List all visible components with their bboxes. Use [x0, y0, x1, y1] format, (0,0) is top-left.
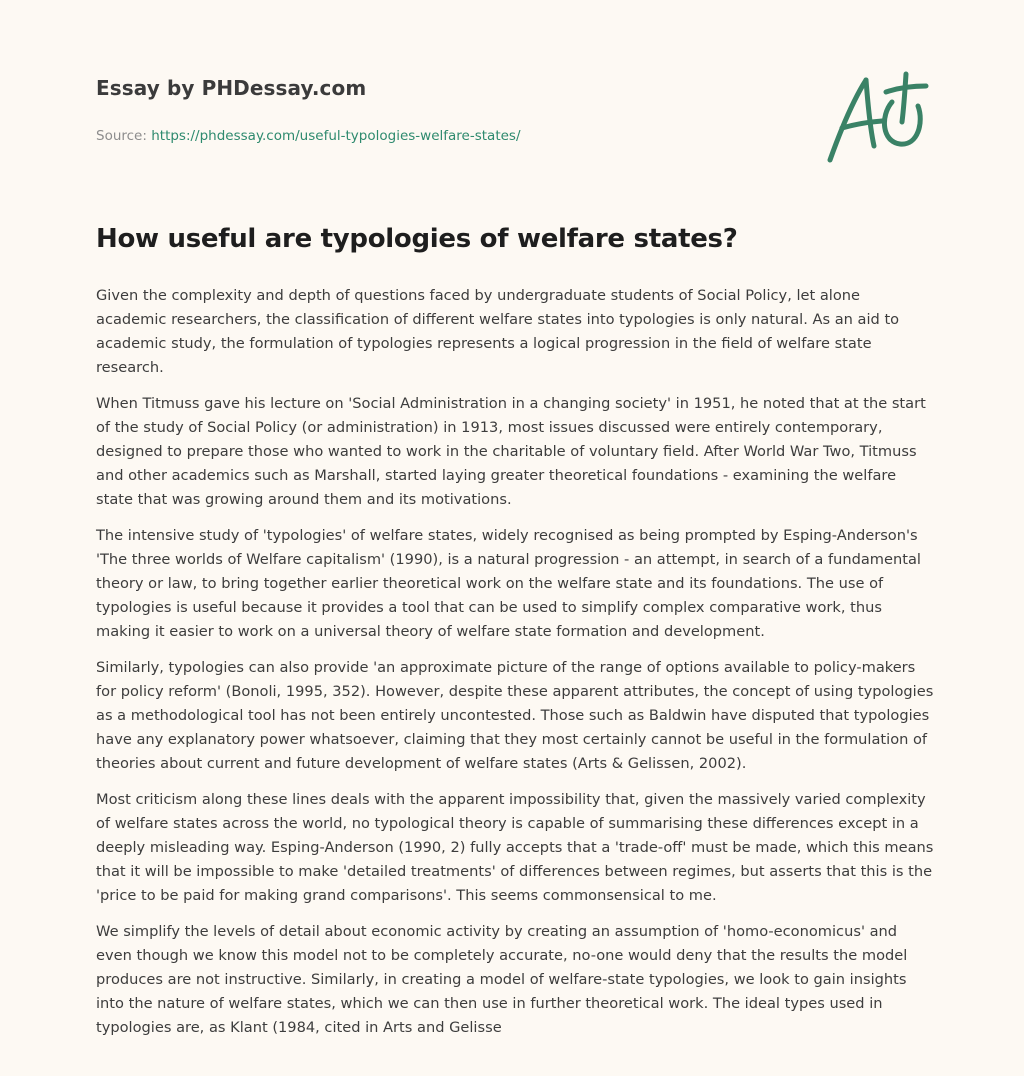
essay-paragraph: When Titmuss gave his lecture on 'Social Administration in a changing society' in 1951, he noted that at the start of the study of Social Policy (or administration) in 1913, most issues discussed were entirely contemporary, designed to prepare those who wanted to work in the charitable of voluntary field. After World War Two, Titmuss and other academics such as Marshall, started laying greater theoretical foundations - examining the welfare state that was growing around them and its motivations.: [96, 395, 926, 508]
essay-paragraph: Most criticism along these lines deals with the apparent impossibility that, given the massively varied complexity of welfare states across the world, no typological theory is capable of summarising these differences except in a deeply misleading way. Esping-Anderson (1990, 2) fully accepts that a 'trade-off' must be made, which this means that it will be impossible to make 'detailed treatments' of differences between regimes, but asserts that this is the 'price to be paid for making grand comparisons'. This seems commonsensical to me.: [96, 791, 934, 904]
brand-title: Essay by PHDessay.com: [96, 76, 367, 100]
essay-paragraph: Similarly, typologies can also provide 'an approximate picture of the range of options available to policy-makers for policy reform' (Bonoli, 1995, 352). However, despite these apparent attributes, the concept of using typologies as a methodological tool has not been entirely uncontested. Those such as Baldwin have disputed that typologies have any explanatory power whatsoever, claiming that they most certainly cannot be useful in the formulation of theories about current and future development of welfare states (Arts & Gelissen, 2002).: [96, 659, 934, 772]
essay-paragraph: Given the complexity and depth of questions faced by undergraduate students of Social Policy, let alone academic researchers, the classification of different welfare states into typologies is only natural. As an aid to academic study, the formulation of typologies represents a logical progression in the field of welfare state research.: [96, 287, 900, 376]
document-header: [96, 76, 796, 144]
essay-title: How useful are typologies of welfare states?: [96, 224, 738, 254]
source-line: [96, 128, 796, 144]
essay-body: [96, 284, 934, 1052]
essay-paragraph: The intensive study of 'typologies' of welfare states, widely recognised as being prompted by Esping-Anderson's 'The three worlds of Welfare capitalism' (1990), is a natural progression - an attempt, in search of a fundamental theory or law, to bring together earlier theoretical work on the welfare state and its foundations. The use of typologies is useful because it provides a tool that can be used to simplify complex comparative work, thus making it easier to work on a universal theory of welfare state formation and development.: [96, 527, 921, 640]
essay-paragraph: We simplify the levels of detail about economic activity by creating an assumption of 'homo-economicus' and even though we know this model not to be completely accurate, no-one would deny that the results the model produces are not instructive. Similarly, in creating a model of welfare-state typologies, we look to gain insights into the nature of welfare states, which we can then use in further theoretical work. The ideal types used in typologies are, as Klant (1984, cited in Arts and Gelisse: [96, 923, 908, 1036]
source-link[interactable]: https://phdessay.com/useful-typologies-welfare-states/: [151, 128, 521, 144]
source-label: Source:: [96, 128, 152, 144]
a-plus-logo-icon: [822, 66, 932, 166]
